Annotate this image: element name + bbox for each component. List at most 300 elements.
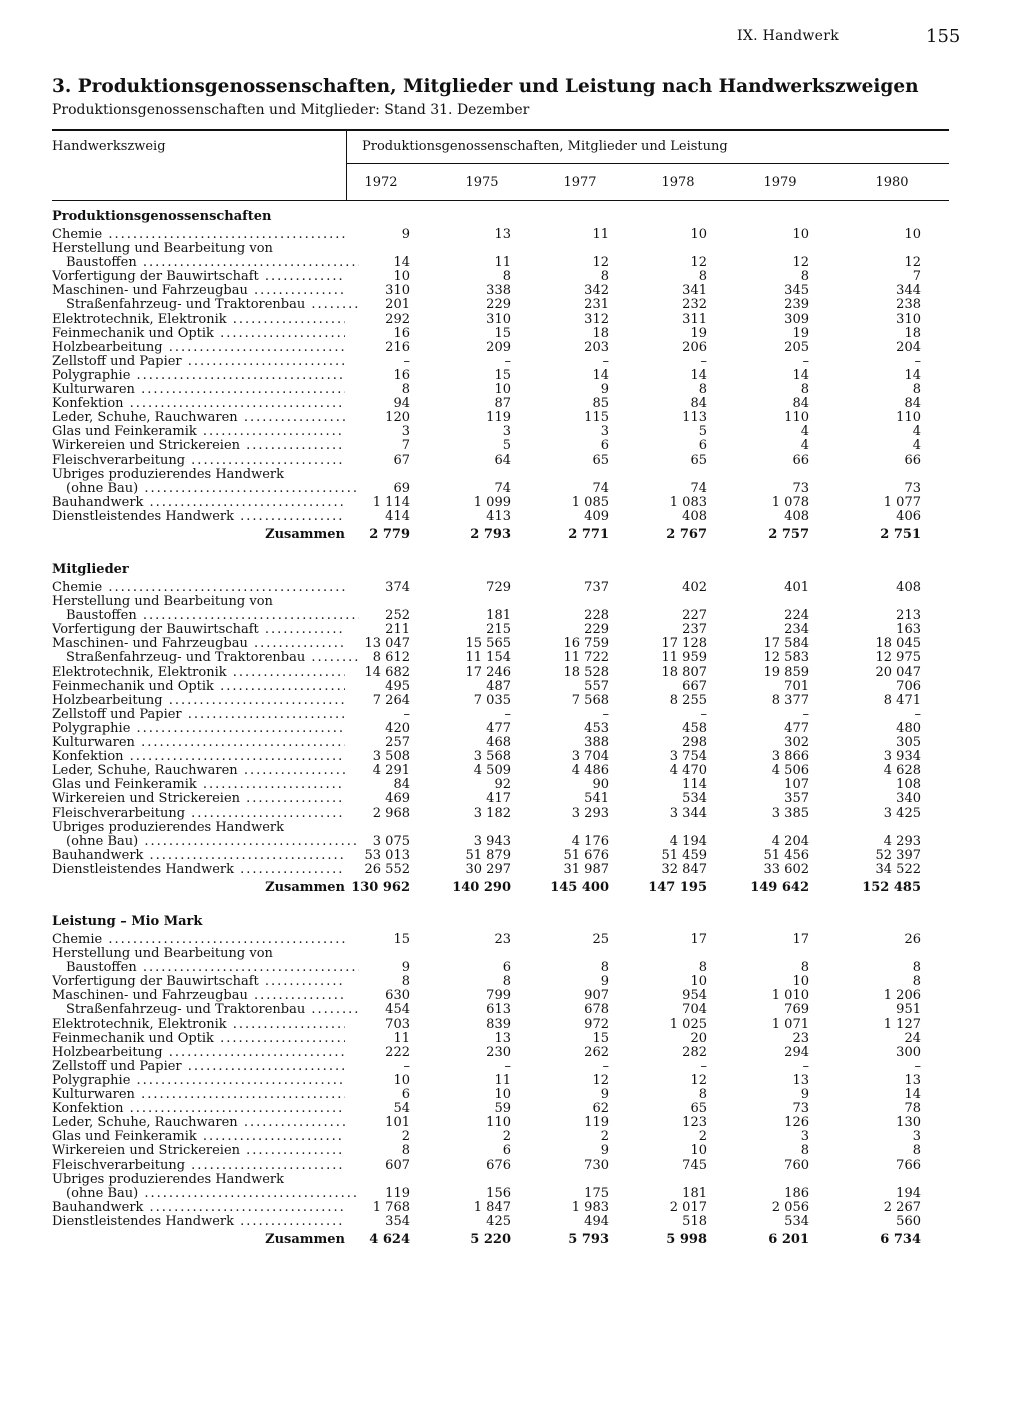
row-label: Elektrotechnik, Elektronik ..... — [52, 313, 345, 327]
page-header — [0, 26, 1024, 50]
table-row — [52, 764, 949, 778]
value-cell: – — [700, 706, 707, 722]
value-cell: 468 — [486, 735, 511, 751]
value-cell: 237 — [682, 622, 707, 638]
table-row — [52, 609, 949, 623]
value-cell: 16 — [393, 367, 410, 383]
value-cell: 13 — [494, 1030, 511, 1046]
table-row — [52, 680, 949, 694]
value-cell: 230 — [486, 1044, 511, 1060]
value-cell: 8 255 — [669, 692, 707, 708]
total-cell: 2 779 — [369, 526, 410, 542]
value-cell: 477 — [486, 720, 511, 736]
value-cell: 257 — [385, 735, 410, 751]
row-label: Glas und Feinkeramik ..... — [52, 778, 345, 792]
value-cell: 11 — [592, 227, 609, 242]
row-label: Herstellung und Bearbeitung von — [52, 595, 273, 610]
value-cell: 1 768 — [372, 1199, 410, 1215]
row-label: Leder, Schuhe, Rauchwaren ..... — [52, 764, 345, 778]
value-cell: 402 — [682, 580, 707, 595]
value-cell: 1 083 — [669, 494, 707, 510]
value-cell: 3 754 — [669, 749, 707, 765]
value-cell: 186 — [784, 1185, 809, 1201]
total-cell: 152 485 — [862, 879, 921, 895]
value-cell: 9 — [800, 1087, 809, 1103]
value-cell: 16 759 — [563, 636, 609, 652]
value-cell: 6 — [401, 1087, 410, 1103]
value-cell: 13 — [904, 1072, 921, 1088]
table-row — [52, 807, 949, 821]
value-cell: 11 722 — [563, 650, 609, 666]
value-cell: 494 — [584, 1213, 609, 1229]
table-row — [52, 1201, 949, 1215]
value-cell: 14 — [690, 367, 707, 383]
value-cell: 354 — [385, 1213, 410, 1229]
table-row — [52, 341, 949, 355]
value-cell: – — [602, 706, 609, 722]
row-label: Vorfertigung der Bauwirtschaft ..... — [52, 270, 345, 284]
value-cell: – — [700, 353, 707, 369]
value-cell: 2 017 — [669, 1199, 707, 1215]
value-cell: 414 — [385, 508, 410, 524]
value-cell: 839 — [486, 1016, 511, 1032]
total-cell: 145 400 — [550, 879, 609, 895]
value-cell: 8 — [401, 974, 410, 990]
value-cell: 1 010 — [771, 988, 809, 1004]
value-cell: 704 — [682, 1002, 707, 1018]
value-cell: 108 — [896, 777, 921, 793]
value-cell: 163 — [896, 622, 921, 638]
value-cell: 18 — [592, 325, 609, 341]
value-cell: 64 — [494, 452, 511, 468]
table-row — [52, 256, 949, 270]
table-row — [52, 411, 949, 425]
value-cell: 678 — [584, 1002, 609, 1018]
column-header-group: Produktionsgenossenschaften, Mitglieder und Leistung — [362, 139, 728, 154]
value-cell: – — [602, 353, 609, 369]
section-title: Mitglieder — [52, 562, 129, 577]
value-cell: 8 — [912, 974, 921, 990]
table-row — [52, 623, 949, 637]
value-cell: 7 — [912, 269, 921, 285]
value-cell: 18 — [904, 325, 921, 341]
value-cell: 3 — [502, 424, 511, 440]
value-cell: 453 — [584, 720, 609, 736]
row-label: Leder, Schuhe, Rauchwaren ..... — [52, 1116, 345, 1130]
value-cell: 119 — [385, 1185, 410, 1201]
value-cell: 113 — [682, 410, 707, 426]
value-cell: 90 — [592, 777, 609, 793]
value-cell: 6 — [502, 960, 511, 976]
value-cell: 706 — [896, 678, 921, 694]
table-row — [52, 750, 949, 764]
value-cell: 338 — [486, 283, 511, 299]
value-cell: 15 — [494, 325, 511, 341]
value-cell: 73 — [904, 480, 921, 496]
value-cell: 2 968 — [372, 805, 410, 821]
value-cell: 518 — [682, 1213, 707, 1229]
row-label: Chemie ..... — [52, 228, 345, 242]
table-row — [52, 708, 949, 722]
value-cell: 4 204 — [771, 833, 809, 849]
value-cell: – — [602, 1058, 609, 1074]
value-cell: 3 — [600, 424, 609, 440]
value-cell: 420 — [385, 720, 410, 736]
value-cell: 52 397 — [875, 847, 921, 863]
value-cell: 66 — [904, 452, 921, 468]
table-row — [52, 666, 949, 680]
value-cell: 9 — [600, 382, 609, 398]
value-cell: – — [504, 1058, 511, 1074]
table-row — [52, 637, 949, 651]
value-cell: 2 056 — [771, 1199, 809, 1215]
row-label: Wirkereien und Strickereien ..... — [52, 792, 345, 806]
value-cell: 1 071 — [771, 1016, 809, 1032]
value-cell: 238 — [896, 297, 921, 313]
value-cell: 3 — [401, 424, 410, 440]
table-row — [52, 989, 949, 1003]
value-cell: 101 — [385, 1115, 410, 1131]
value-cell: 10 — [690, 1143, 707, 1159]
total-cell: 130 962 — [351, 879, 410, 895]
row-label: Kulturwaren ..... — [52, 383, 345, 397]
row-label: (ohne Bau) ..... — [66, 482, 359, 496]
top-rule — [52, 129, 949, 131]
value-cell: 3 704 — [571, 749, 609, 765]
value-cell: 84 — [393, 777, 410, 793]
table-row — [52, 581, 949, 595]
value-cell: 341 — [682, 283, 707, 299]
value-cell: 4 — [912, 424, 921, 440]
value-cell: 110 — [896, 410, 921, 426]
row-label: Polygraphie ..... — [52, 1074, 345, 1088]
table-row — [52, 284, 949, 298]
value-cell: 9 — [600, 1143, 609, 1159]
value-cell: 14 — [592, 367, 609, 383]
table-row — [52, 792, 949, 806]
value-cell: 2 — [698, 1129, 707, 1145]
value-cell: 374 — [385, 580, 410, 595]
row-label: Wirkereien und Strickereien ..... — [52, 1144, 345, 1158]
row-label: Übriges produzierendes Handwerk — [52, 820, 285, 835]
table-row — [52, 270, 949, 284]
table-row — [52, 1046, 949, 1060]
value-cell: 20 — [690, 1030, 707, 1046]
value-cell: 23 — [494, 932, 511, 947]
value-cell: 760 — [784, 1157, 809, 1173]
table-row — [52, 1060, 949, 1074]
table-subtitle: Produktionsgenossenschaften und Mitglieder: Stand 31. Dezember — [52, 102, 530, 118]
total-cell: 4 624 — [369, 1231, 410, 1247]
total-cell: 2 771 — [568, 526, 609, 542]
row-label: Bauhandwerk ..... — [52, 496, 345, 510]
value-cell: 19 — [690, 325, 707, 341]
table-row — [52, 369, 949, 383]
value-cell: 1 114 — [372, 494, 410, 510]
value-cell: 454 — [385, 1002, 410, 1018]
value-cell: 480 — [896, 720, 921, 736]
value-cell: – — [700, 1058, 707, 1074]
value-cell: 541 — [584, 791, 609, 807]
value-cell: 7 568 — [571, 692, 609, 708]
total-row — [52, 528, 949, 542]
table-row — [52, 496, 949, 510]
value-cell: 345 — [784, 283, 809, 299]
value-cell: 408 — [896, 580, 921, 595]
row-label: Konfektion ..... — [52, 750, 345, 764]
value-cell: 2 267 — [883, 1199, 921, 1215]
table-row — [52, 482, 949, 496]
value-cell: 51 459 — [661, 847, 707, 863]
table-row — [52, 933, 949, 947]
value-cell: 181 — [486, 608, 511, 624]
value-cell: 65 — [592, 452, 609, 468]
value-cell: 357 — [784, 791, 809, 807]
row-label: Konfektion ..... — [52, 397, 345, 411]
value-cell: 8 612 — [372, 650, 410, 666]
value-cell: 2 — [600, 1129, 609, 1145]
value-cell: 12 — [690, 1072, 707, 1088]
value-cell: 8 377 — [771, 692, 809, 708]
value-cell: 4 — [800, 424, 809, 440]
value-cell: 17 246 — [465, 664, 511, 680]
value-cell: 9 — [401, 960, 410, 976]
value-cell: – — [403, 706, 410, 722]
value-cell: 4 — [800, 438, 809, 454]
value-cell: 745 — [682, 1157, 707, 1173]
value-cell: 8 — [800, 960, 809, 976]
year-header: 1978 — [661, 175, 695, 190]
value-cell: 229 — [486, 297, 511, 313]
value-cell: 84 — [792, 396, 809, 412]
value-cell: 3 425 — [883, 805, 921, 821]
value-cell: 3 — [800, 1129, 809, 1145]
value-cell: 126 — [784, 1115, 809, 1131]
value-cell: 7 — [401, 438, 410, 454]
table-row — [52, 510, 949, 524]
value-cell: 12 583 — [763, 650, 809, 666]
value-cell: 4 506 — [771, 763, 809, 779]
value-cell: 10 — [904, 227, 921, 242]
total-label: Zusammen — [265, 527, 345, 542]
row-label: Zellstoff und Papier ..... — [52, 1060, 345, 1074]
value-cell: 8 — [912, 382, 921, 398]
value-cell: 9 — [401, 227, 410, 242]
value-cell: 401 — [784, 580, 809, 595]
value-cell: 231 — [584, 297, 609, 313]
value-cell: 12 — [792, 255, 809, 271]
value-cell: 312 — [584, 311, 609, 327]
value-cell: 24 — [904, 1030, 921, 1046]
value-cell: 311 — [682, 311, 707, 327]
table-row — [52, 1003, 949, 1017]
value-cell: 156 — [486, 1185, 511, 1201]
value-cell: 12 — [592, 1072, 609, 1088]
table-row — [52, 397, 949, 411]
value-cell: 769 — [784, 1002, 809, 1018]
row-label: Baustoffen ..... — [66, 609, 359, 623]
total-label: Zusammen — [265, 880, 345, 895]
table-row — [52, 228, 949, 242]
value-cell: 1 206 — [883, 988, 921, 1004]
row-label: Herstellung und Bearbeitung von — [52, 242, 273, 257]
value-cell: 123 — [682, 1115, 707, 1131]
value-cell: 213 — [896, 608, 921, 624]
table-row — [52, 1102, 949, 1116]
value-cell: 115 — [584, 410, 609, 426]
table-row — [52, 1144, 949, 1158]
value-cell: 252 — [385, 608, 410, 624]
total-cell: 2 751 — [880, 526, 921, 542]
value-cell: 2 — [502, 1129, 511, 1145]
value-cell: – — [504, 353, 511, 369]
total-cell: 149 642 — [750, 879, 809, 895]
table-title: 3. Produktionsgenossenschaften, Mitglieder und Leistung nach Handwerkszweigen — [52, 76, 919, 97]
table-row — [52, 694, 949, 708]
value-cell: 227 — [682, 608, 707, 624]
value-cell: 19 — [792, 325, 809, 341]
row-label: Maschinen- und Fahrzeugbau ..... — [52, 637, 345, 651]
value-cell: 11 959 — [661, 650, 707, 666]
row-label: Baustoffen ..... — [66, 256, 359, 270]
table-row — [52, 722, 949, 736]
value-cell: 630 — [385, 988, 410, 1004]
row-label: Leder, Schuhe, Rauchwaren ..... — [52, 411, 345, 425]
value-cell: 12 — [904, 255, 921, 271]
value-cell: 972 — [584, 1016, 609, 1032]
total-cell: 140 290 — [452, 879, 511, 895]
total-cell: 2 767 — [666, 526, 707, 542]
value-cell: 17 128 — [661, 636, 707, 652]
value-cell: 10 — [690, 227, 707, 242]
value-cell: 110 — [784, 410, 809, 426]
total-label: Zusammen — [265, 1232, 345, 1247]
year-header: 1980 — [875, 175, 909, 190]
value-cell: 4 293 — [883, 833, 921, 849]
value-cell: 239 — [784, 297, 809, 313]
value-cell: 14 — [792, 367, 809, 383]
table-row — [52, 595, 949, 609]
table-row — [52, 468, 949, 482]
value-cell: 194 — [896, 1185, 921, 1201]
table-row — [52, 849, 949, 863]
value-cell: – — [914, 353, 921, 369]
table-row — [52, 454, 949, 468]
value-cell: 203 — [584, 339, 609, 355]
value-cell: 262 — [584, 1044, 609, 1060]
total-cell: 5 998 — [666, 1231, 707, 1247]
value-cell: 51 676 — [563, 847, 609, 863]
value-cell: 17 — [690, 932, 707, 947]
value-cell: 18 528 — [563, 664, 609, 680]
table-row — [52, 1074, 949, 1088]
page-number: 155 — [926, 26, 961, 47]
value-cell: 175 — [584, 1185, 609, 1201]
value-cell: 232 — [682, 297, 707, 313]
value-cell: 130 — [896, 1115, 921, 1131]
value-cell: 799 — [486, 988, 511, 1004]
row-label: Chemie ..... — [52, 581, 345, 595]
year-header: 1977 — [563, 175, 597, 190]
value-cell: – — [504, 706, 511, 722]
value-cell: 74 — [690, 480, 707, 496]
value-cell: 119 — [584, 1115, 609, 1131]
value-cell: 282 — [682, 1044, 707, 1060]
value-cell: 16 — [393, 325, 410, 341]
value-cell: 477 — [784, 720, 809, 736]
table-row — [52, 975, 949, 989]
value-cell: 11 — [494, 1072, 511, 1088]
row-label: Fleischverarbeitung ..... — [52, 807, 345, 821]
section-mitglieder — [52, 559, 949, 895]
value-cell: 7 264 — [372, 692, 410, 708]
row-label: (ohne Bau) ..... — [66, 835, 359, 849]
value-cell: 12 — [690, 255, 707, 271]
value-cell: 8 — [698, 1087, 707, 1103]
value-cell: 120 — [385, 410, 410, 426]
table-row — [52, 736, 949, 750]
value-cell: 3 293 — [571, 805, 609, 821]
value-cell: 8 — [912, 1143, 921, 1159]
row-label: Polygraphie ..... — [52, 369, 345, 383]
row-label: Vorfertigung der Bauwirtschaft ..... — [52, 975, 345, 989]
value-cell: 54 — [393, 1101, 410, 1117]
value-cell: 65 — [690, 1101, 707, 1117]
value-cell: 3 — [912, 1129, 921, 1145]
row-label: Glas und Feinkeramik ..... — [52, 1130, 345, 1144]
value-cell: 388 — [584, 735, 609, 751]
value-cell: 87 — [494, 396, 511, 412]
value-cell: 11 — [393, 1030, 410, 1046]
value-cell: 8 471 — [883, 692, 921, 708]
value-cell: 34 522 — [875, 861, 921, 877]
value-cell: 3 344 — [669, 805, 707, 821]
value-cell: 5 — [698, 424, 707, 440]
value-cell: 4 470 — [669, 763, 707, 779]
value-cell: 206 — [682, 339, 707, 355]
value-cell: 215 — [486, 622, 511, 638]
value-cell: 3 075 — [372, 833, 410, 849]
value-cell: 1 077 — [883, 494, 921, 510]
value-cell: 294 — [784, 1044, 809, 1060]
row-label: Herstellung und Bearbeitung von — [52, 947, 273, 962]
value-cell: 340 — [896, 791, 921, 807]
year-header: 1979 — [763, 175, 797, 190]
row-label: Holzbearbeitung ..... — [52, 341, 345, 355]
table-row — [52, 1187, 949, 1201]
value-cell: 205 — [784, 339, 809, 355]
value-cell: 92 — [494, 777, 511, 793]
value-cell: 1 127 — [883, 1016, 921, 1032]
value-cell: 6 — [698, 438, 707, 454]
value-cell: 4 509 — [473, 763, 511, 779]
value-cell: 305 — [896, 735, 921, 751]
value-cell: 3 866 — [771, 749, 809, 765]
value-cell: 65 — [690, 452, 707, 468]
column-header-branch: Handwerkszweig — [52, 139, 166, 154]
value-cell: 222 — [385, 1044, 410, 1060]
value-cell: 13 047 — [364, 636, 410, 652]
row-label: Straßenfahrzeug- und Traktorenbau ..... — [66, 298, 359, 312]
value-cell: 74 — [592, 480, 609, 496]
value-cell: 10 — [393, 269, 410, 285]
value-cell: 20 047 — [875, 664, 921, 680]
value-cell: 15 — [393, 932, 410, 947]
row-label: Zellstoff und Papier ..... — [52, 708, 345, 722]
row-label: Elektrotechnik, Elektronik ..... — [52, 666, 345, 680]
row-label: Baustoffen ..... — [66, 961, 359, 975]
row-label: Glas und Feinkeramik ..... — [52, 425, 345, 439]
